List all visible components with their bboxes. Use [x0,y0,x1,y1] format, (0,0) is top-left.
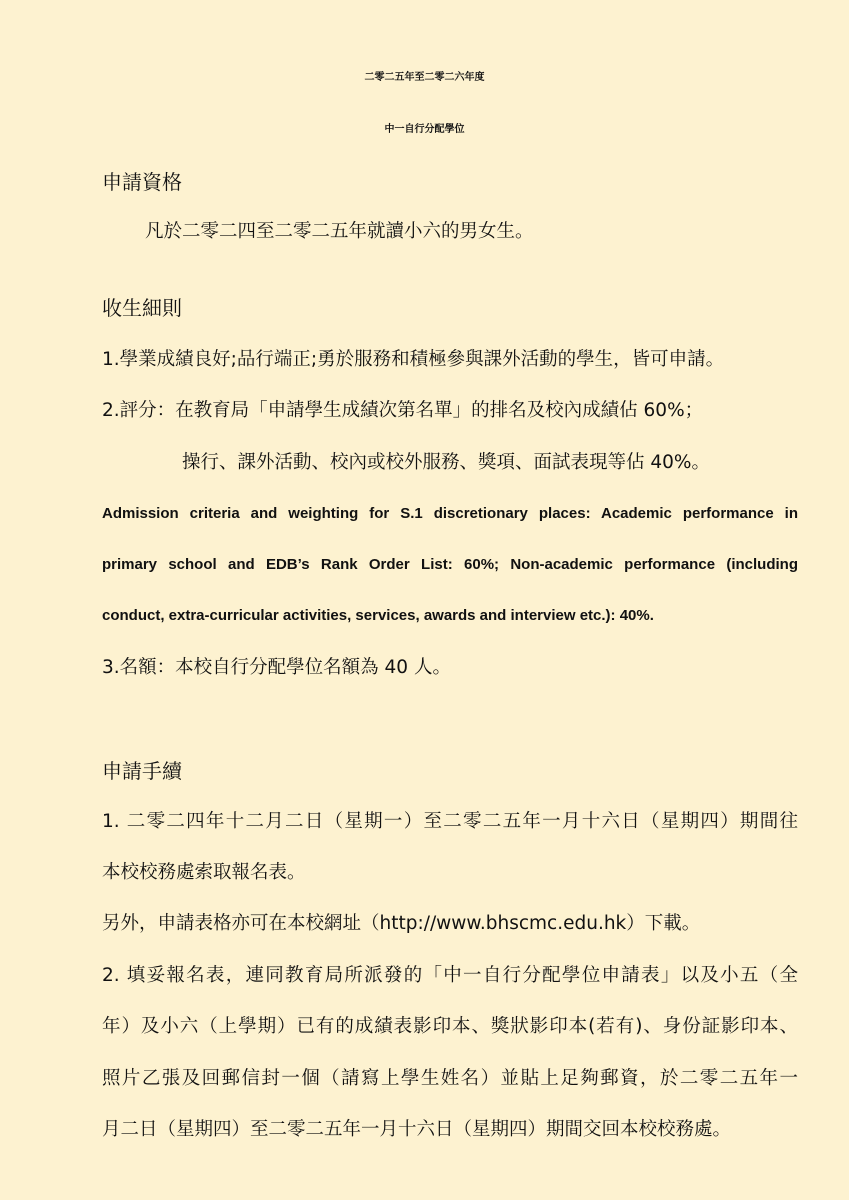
admission-heading: 收生細則 [102,296,182,320]
procedure-step-2-line-2: 年）及小六（上學期）已有的成績表影印本、獎狀影印本(若有)、身份証影印本、 [102,1016,798,1037]
procedure-step-1-line-2: 本校校務處索取報名表。 [102,862,306,883]
document-title-subject: 中一自行分配學位 [384,124,465,135]
procedure-heading: 申請手續 [102,759,182,783]
document-title-year: 二零二五年至二零二六年度 [364,72,485,83]
procedure-step-2-line-3: 照片乙張及回郵信封一個（請寫上學生姓名）並貼上足夠郵資，於二零二五年一 [102,1068,798,1089]
admission-english-line-2: primary school and EDB’s Rank Order List: 60%; Non-academic performance (including [102,556,798,573]
procedure-step-2-line-1: 2. 填妥報名表，連同教育局所派發的「中一自行分配學位申請表」以及小五（全 [102,965,798,986]
procedure-step-1-line-1: 1. 二零二四年十二月二日（星期一）至二零二五年一月十六日（星期四）期間往 [102,811,798,832]
procedure-step-1-website-note: 另外，申請表格亦可在本校網址（http://www.bhscmc.edu.hk）下載。 [102,913,701,934]
admission-item-3: 3.名額：本校自行分配學位名額為 40 人。 [102,657,451,678]
admission-item-2-line-1: 2.評分：在教育局「申請學生成績次第名單」的排名及校內成績佔 60%； [102,400,704,421]
admission-item-1: 1.學業成績良好;品行端正;勇於服務和積極參與課外活動的學生，皆可申請。 [102,349,725,370]
admission-english-line-3: conduct, extra-curricular activities, services, awards and interview etc.): 40%. [102,607,654,624]
eligibility-heading: 申請資格 [102,170,182,194]
admission-item-2-line-2: 操行、課外活動、校內或校外服務、獎項、面試表現等佔 40%。 [182,452,711,473]
eligibility-text: 凡於二零二四至二零二五年就讀小六的男女生。 [145,221,534,242]
admission-english-line-1: Admission criteria and weighting for S.1 discretionary places: Academic performance in [102,505,798,522]
procedure-step-2-line-4: 月二日（星期四）至二零二五年一月十六日（星期四）期間交回本校校務處。 [102,1119,732,1140]
